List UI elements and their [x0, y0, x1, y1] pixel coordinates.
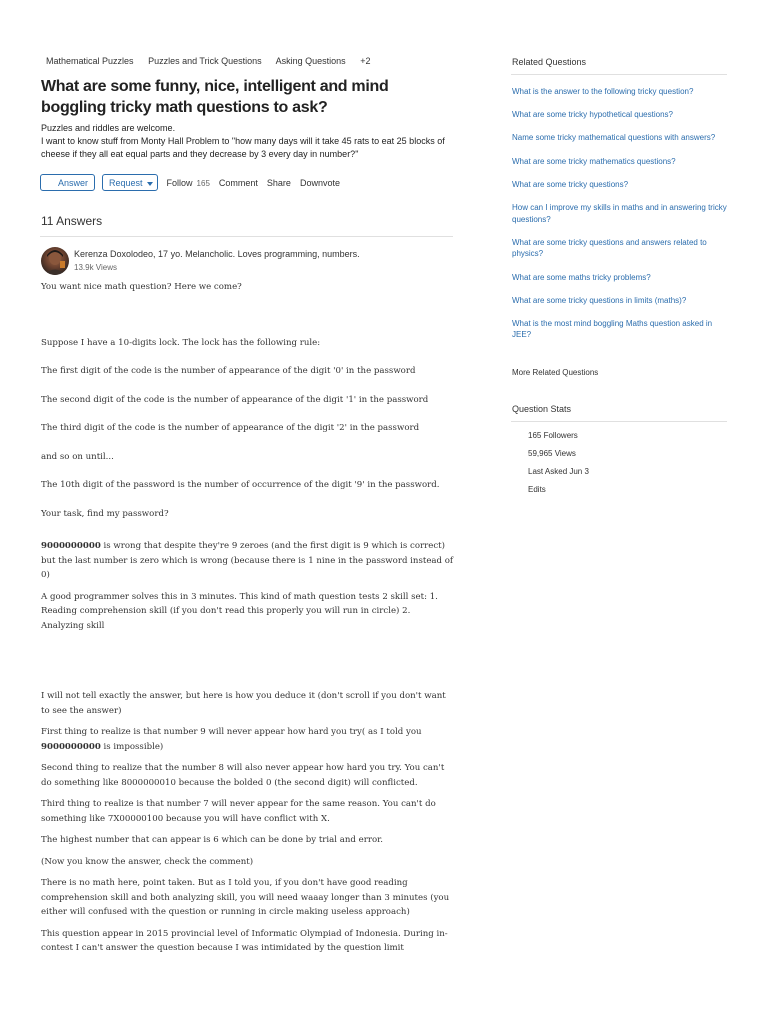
answer-paragraph: (Now you know the answer, check the comment) [41, 856, 254, 867]
question-action-bar [40, 174, 340, 191]
answer-paragraph [41, 725, 455, 754]
related-question-link[interactable]: What are some tricky questions in limits (maths)? [512, 295, 687, 305]
divider [511, 74, 727, 75]
comment-button[interactable]: Comment [218, 177, 258, 188]
related-question-link[interactable]: What are some tricky hypothetical questions? [512, 110, 673, 120]
avatar[interactable] [41, 247, 69, 275]
related-question-link[interactable]: How can I improve my skills in maths and in answering tricky questions? [512, 202, 727, 224]
request-button-label: Request [109, 178, 143, 188]
related-question-link[interactable]: What are some maths tricky problems? [512, 272, 651, 282]
question-details [41, 122, 455, 161]
stat-views: 59,965 Views [528, 449, 576, 458]
answer-paragraph [41, 539, 455, 583]
answer-author[interactable]: Kerenza Doxolodeo, 17 yo. Melancholic. Loves programming, numbers. [74, 249, 360, 259]
related-question-link[interactable]: What is the most mind boggling Maths question asked in JEE? [512, 318, 713, 340]
follow-count: 165 [196, 178, 210, 188]
share-button[interactable]: Share [266, 177, 291, 188]
related-questions-title: Related Questions [512, 57, 587, 67]
question-detail-line: Puzzles and riddles are welcome. [41, 123, 176, 133]
answer-paragraph: There is no math here, point taken. But as I told you, if you don't have good reading comprehension skill and both analyzing skill, you will need waaay longer than 3 minutes (you either will confused with the question or running in circle making useless approach) [41, 878, 450, 917]
answer-paragraph: The highest number that can appear is 6 which can be done by trial and error. [41, 835, 384, 845]
avatar-image [41, 247, 69, 275]
answer-paragraph: and so on until... [41, 451, 114, 462]
more-topics-link[interactable]: +2 [360, 56, 371, 66]
stat-followers[interactable]: 165 Followers [528, 431, 578, 440]
topic-tag[interactable]: Puzzles and Trick Questions [148, 56, 262, 66]
related-questions-list [512, 86, 728, 353]
answer-text: is impossible) [103, 741, 164, 752]
divider [40, 236, 453, 237]
answer-paragraph: I will not tell exactly the answer, but here is how you deduce it (don't scroll if you don't want to see the answer) [41, 691, 446, 716]
more-related-questions-link[interactable]: More Related Questions [512, 368, 599, 377]
stat-edits[interactable]: Edits [528, 485, 546, 494]
follow-button[interactable] [167, 178, 210, 188]
answer-paragraph: Third thing to realize is that number 7 will never appear for the same reason. You can't do something like 7X00000100 because you will have conflict with X. [41, 799, 436, 824]
divider [511, 421, 727, 422]
request-button[interactable] [102, 174, 158, 191]
answer-button-label: Answer [57, 178, 88, 188]
bold-code: 9000000000 [41, 741, 101, 752]
answer-paragraph: A good programmer solves this in 3 minutes. This kind of math question tests 2 skill set: 1. Reading comprehension skill (if you don't read this properly you will run in circle) 2. Analyzing skill [41, 591, 438, 631]
follow-label: Follow [166, 177, 193, 188]
question-detail-line: I want to know stuff from Monty Hall Problem to "how many days will it take 45 rats to eat 25 blocks of cheese if they all eat equal parts and they decrease by 3 every day in number?" [41, 136, 445, 159]
related-question-link[interactable]: What are some tricky questions and answers related to physics? [512, 237, 707, 259]
answer-paragraph: The second digit of the code is the number of appearance of the digit '1' in the password [41, 394, 429, 405]
answer-paragraph: The 10th digit of the password is the number of occurrence of the digit '9' in the password. [41, 480, 440, 490]
answer-paragraph: The first digit of the code is the number of appearance of the digit '0' in the password [41, 366, 416, 376]
chevron-down-icon [147, 182, 153, 186]
stat-last-asked: Last Asked Jun 3 [528, 467, 589, 476]
question-title[interactable]: What are some funny, nice, intelligent and mind boggling tricky math questions to ask? [41, 78, 389, 116]
related-question-link[interactable]: What are some tricky mathematics questions? [512, 156, 676, 166]
question-stats-list [528, 430, 589, 502]
answer-paragraph: This question appear in 2015 provincial level of Informatic Olympiad of Indonesia. During in-contest I can't answer the question because I was intimidated by the question limit [41, 928, 448, 953]
related-question-link[interactable]: Name some tricky mathematical questions with answers? [512, 133, 716, 143]
topic-tag[interactable]: Asking Questions [275, 56, 346, 66]
answer-views: 13.9k Views [74, 263, 117, 272]
answer-body [41, 280, 455, 956]
question-stats-title: Question Stats [512, 404, 572, 414]
answer-paragraph: Your task, find my password? [41, 508, 169, 519]
answer-button[interactable] [40, 174, 95, 191]
answer-paragraph: Suppose I have a 10-digits lock. The lock has the following rule: [41, 337, 321, 348]
answers-count: 11 Answers [41, 214, 103, 228]
answer-text: First thing to realize is that number 9 will never appear how hard you try( as I told you [41, 727, 422, 737]
answer-paragraph: You want nice math question? Here we come? [41, 282, 242, 292]
related-question-link[interactable]: What are some tricky questions? [512, 179, 629, 189]
answer-text: is wrong that despite they're 9 zeroes (and the first digit is 9 which is correct) but the last number is zero which is wrong (because there is 1 nine in the password instead of 0) [41, 541, 454, 580]
related-question-link[interactable]: What is the answer to the following tricky question? [512, 87, 694, 96]
downvote-button[interactable]: Downvote [299, 177, 340, 188]
topic-tags [46, 56, 382, 66]
topic-tag[interactable]: Mathematical Puzzles [46, 56, 134, 66]
answer-paragraph: Second thing to realize that the number 8 will also never appear how hard you try. You can't do something like 8000000010 because the bolded 0 (the second digit) will conflicted. [41, 763, 445, 788]
answer-paragraph: The third digit of the code is the number of appearance of the digit '2' in the password [41, 423, 420, 433]
bold-code: 9000000000 [41, 541, 101, 551]
